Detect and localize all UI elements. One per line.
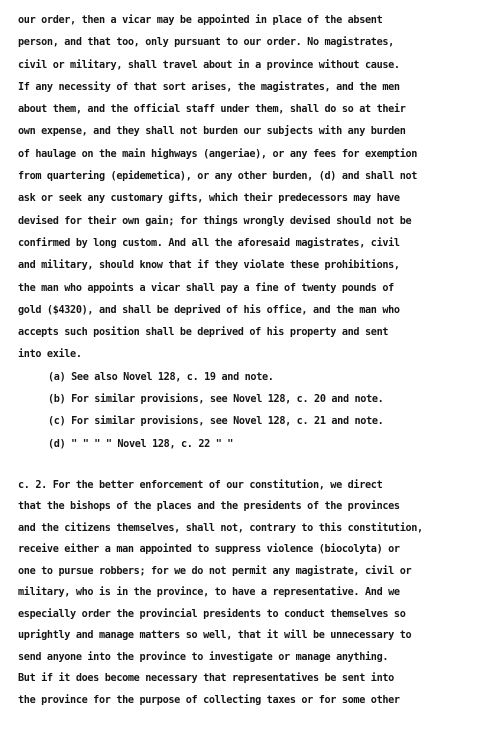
footnote-b: (b) For similar provisions, see Novel 128, c. 20 and note. xyxy=(48,394,384,406)
text-line: our order, then a vicar may be appointed in place of the absent xyxy=(18,15,383,26)
text-line: But if it does become necessary that representatives be sent into xyxy=(18,673,394,685)
text-line: into exile. xyxy=(18,349,82,361)
text-line: the man who appoints a vicar shall pay a fine of twenty pounds of xyxy=(18,282,394,294)
text-line: send anyone into the province to investigate or manage anything. xyxy=(18,651,389,663)
text-line: about them, and the official staff under them, shall do so at their xyxy=(18,104,406,116)
text-line: and the citizens themselves, shall not, contrary to this constitution, xyxy=(18,522,423,534)
text-line: one to pursue robbers; for we do not permit any magistrate, civil or xyxy=(18,565,412,577)
text-line: the province for the purpose of collecting taxes or for some other xyxy=(18,694,400,706)
footnote-d: (d) " " " " Novel 128, c. 22 " " xyxy=(48,438,234,450)
text-line: from quartering (epidemetica), or any other burden, (d) and shall not xyxy=(18,171,418,183)
text-line: gold ($4320), and shall be deprived of his office, and the man who xyxy=(18,304,400,316)
footnote-a: (a) See also Novel 128, c. 19 and note. xyxy=(48,371,274,383)
text-line: civil or military, shall travel about in a province without cause. xyxy=(18,59,400,71)
text-line: ask or seek any customary gifts, which their predecessors may have xyxy=(18,193,400,205)
text-line: If any necessity of that sort arises, the magistrates, and the men xyxy=(18,81,400,93)
text-line: devised for their own gain; for things wrongly devised should not be xyxy=(18,215,412,227)
text-line: military, who is in the province, to have a representative. And we xyxy=(18,587,400,599)
text-line: c. 2. For the better enforcement of our constitution, we direct xyxy=(18,479,383,491)
footnotes xyxy=(18,367,485,456)
text-line: of haulage on the main highways (angeriae), or any fees for exemption xyxy=(18,148,418,160)
text-line: that the bishops of the places and the presidents of the provinces xyxy=(18,501,400,513)
text-line: and military, should know that if they violate these prohibitions, xyxy=(18,260,400,272)
text-line: accepts such position shall be deprived of his property and sent xyxy=(18,327,389,339)
text-line: person, and that too, only pursuant to our order. No magistrates, xyxy=(18,37,394,49)
section-gap xyxy=(18,456,485,475)
text-line: confirmed by long custom. And all the aforesaid magistrates, civil xyxy=(18,237,400,249)
text-line: own expense, and they shall not burden our subjects with any burden xyxy=(18,126,406,138)
text-line: uprightly and manage matters so well, that it will be unnecessary to xyxy=(18,630,412,642)
paragraph-1 xyxy=(18,10,485,367)
text-line: receive either a man appointed to suppress violence (biocolyta) or xyxy=(18,544,400,556)
footnote-c: (c) For similar provisions, see Novel 128, c. 21 and note. xyxy=(48,416,384,428)
paragraph-2 xyxy=(18,475,485,712)
text-line: especially order the provincial presidents to conduct themselves so xyxy=(18,608,406,620)
